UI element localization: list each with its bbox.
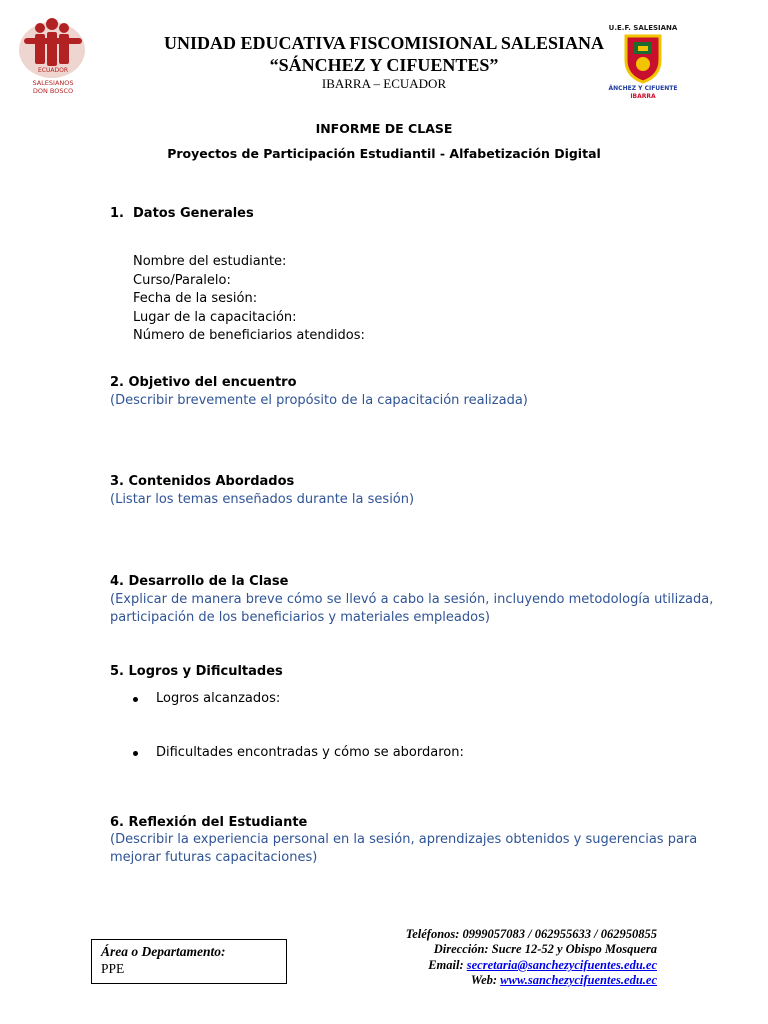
svg-text:U.E.F. SALESIANA: U.E.F. SALESIANA xyxy=(608,24,678,32)
report-subtitle: Proyectos de Participación Estudiantil - Alfabetización Digital xyxy=(167,146,601,161)
school-name-line1: UNIDAD EDUCATIVA FISCOMISIONAL SALESIANA xyxy=(164,33,604,53)
section4-heading: 4. Desarrollo de la Clase xyxy=(110,574,289,589)
svg-text:IBARRA: IBARRA xyxy=(630,93,656,100)
field-student-name: Nombre del estudiante: xyxy=(133,254,287,269)
svg-text:SÁNCHEZ Y CIFUENTES: SÁNCHEZ Y CIFUENTES xyxy=(608,85,678,92)
contact-address: Dirección: Sucre 12-52 y Obispo Mosquera xyxy=(433,942,657,956)
section2-hint: (Describir brevemente el propósito de la capacitación realizada) xyxy=(110,393,528,408)
field-training-place: Lugar de la capacitación: xyxy=(133,309,297,325)
svg-text:DON BOSCO: DON BOSCO xyxy=(32,87,74,95)
area-department-box xyxy=(91,939,287,984)
bullet-achievements: Logros alcanzados: xyxy=(156,691,281,706)
section4-hint-line2: participación de los beneficiarios y materiales empleados) xyxy=(110,610,490,625)
svg-text:SALESIANOS: SALESIANOS xyxy=(32,79,74,87)
area-value: PPE xyxy=(101,961,125,976)
general-data-fields xyxy=(133,253,365,346)
section5-heading: 5. Logros y Dificultades xyxy=(110,664,283,679)
area-label: Área o Departamento: xyxy=(101,944,226,959)
web-label: Web: xyxy=(470,973,498,987)
section6-hint-line1: (Describir la experiencia personal en la sesión, aprendizajes obtenidos y sugerencias para xyxy=(110,832,698,847)
field-session-date: Fecha de la sesión: xyxy=(133,291,258,306)
section3-hint: (Listar los temas enseñados durante la sesión) xyxy=(110,492,415,507)
section1-heading: Datos Generales xyxy=(133,206,254,221)
svg-text:ECUADOR: ECUADOR xyxy=(38,67,68,74)
email-label: Email: xyxy=(428,958,464,972)
salesianos-logo xyxy=(16,16,90,100)
section3-heading: 3. Contenidos Abordados xyxy=(110,474,295,489)
email-link[interactable]: secretaria@sanchezycifuentes.edu.ec xyxy=(466,958,657,972)
report-title: INFORME DE CLASE xyxy=(315,121,453,136)
bullet-icon xyxy=(133,751,138,756)
field-beneficiaries: Número de beneficiarios atendidos: xyxy=(133,328,365,343)
section2-heading: 2. Objetivo del encuentro xyxy=(110,375,297,390)
school-city: IBARRA – ECUADOR xyxy=(321,76,447,91)
school-name-line2: “SÁNCHEZ Y CIFUENTES” xyxy=(269,55,499,75)
field-course: Curso/Paralelo: xyxy=(133,272,231,288)
contact-email-line xyxy=(428,958,657,973)
section6-heading: 6. Reflexión del Estudiante xyxy=(110,815,308,830)
section1-number: 1. xyxy=(110,206,124,221)
bullet-icon xyxy=(133,697,138,702)
contact-web-line xyxy=(471,973,657,988)
section6-hint-line2: mejorar futuras capacitaciones) xyxy=(110,850,318,865)
section4-hint-line1: (Explicar de manera breve cómo se llevó a cabo la sesión, incluyendo metodología utilizada, xyxy=(110,592,714,607)
contact-phones: Teléfonos: 0999057083 / 062955633 / 062950855 xyxy=(405,927,657,941)
web-link[interactable]: www.sanchezycifuentes.edu.ec xyxy=(500,973,657,987)
bullet-difficulties: Dificultades encontradas y cómo se abordaron: xyxy=(156,745,464,760)
